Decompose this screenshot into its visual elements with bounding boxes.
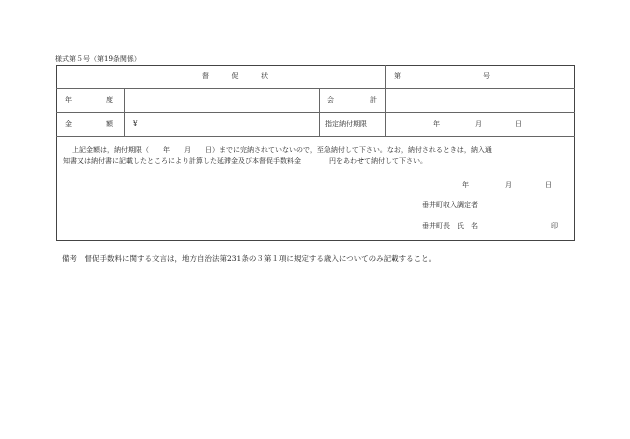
deadline-month: 月 bbox=[475, 120, 482, 128]
body-text-line-1: 上記金額は，納付期限（ 年 月 日）までに完納されていないので，至急納付して下さい。なお，納付されるときは，納入通 bbox=[72, 146, 492, 154]
deadline-day: 日 bbox=[515, 120, 522, 128]
row-divider-1 bbox=[56, 88, 575, 89]
remarks-note: 備考 督促手数料に関する文言は，地方自治法第231条の３第１項に規定する歳入についてのみ記載すること。 bbox=[62, 254, 437, 263]
issue-date-month: 月 bbox=[505, 181, 512, 189]
body-text-line-2: 知書又は納付書に記載したところにより計算した延滞金及び本督促手数料金 円をあわせて納付して下さい。 bbox=[63, 157, 427, 165]
amount-label: 金 額 bbox=[65, 120, 113, 128]
deadline-year: 年 bbox=[433, 120, 440, 128]
seal-mark: 印 bbox=[551, 222, 558, 230]
issue-date-year: 年 bbox=[462, 181, 469, 189]
issue-date-day: 日 bbox=[545, 181, 552, 189]
revenue-collector-label: 垂井町収入調定者 bbox=[422, 201, 478, 209]
payment-deadline-label: 指定納付期限 bbox=[325, 120, 367, 128]
row-divider-3 bbox=[56, 136, 575, 137]
number-suffix: 号 bbox=[483, 72, 490, 80]
number-prefix: 第 bbox=[394, 72, 401, 80]
fiscal-year-label: 年 度 bbox=[65, 96, 113, 104]
yen-symbol: ¥ bbox=[133, 120, 138, 128]
row-divider-2 bbox=[56, 112, 575, 113]
account-label: 会 計 bbox=[327, 96, 377, 104]
col-divider-right bbox=[385, 65, 386, 136]
form-number-label: 様式第５号（第19条関係） bbox=[55, 55, 141, 63]
document-title: 督 促 状 bbox=[202, 72, 268, 80]
col-divider-middle bbox=[319, 88, 320, 136]
col-divider-label bbox=[124, 88, 125, 136]
mayor-name-label: 垂井町長 氏 名 bbox=[422, 222, 478, 230]
